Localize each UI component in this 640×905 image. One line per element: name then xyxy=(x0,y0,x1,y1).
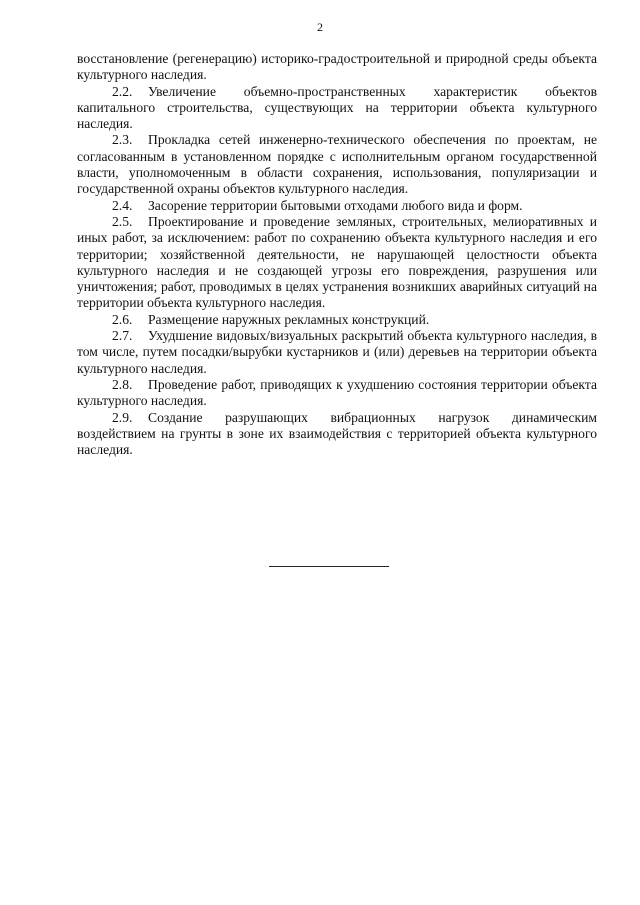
item-number: 2.7. xyxy=(112,328,133,344)
item-number: 2.6. xyxy=(112,311,133,327)
item-text: Проведение работ, приводящих к ухудшению состояния территории объекта культурного наследия. xyxy=(77,376,597,409)
document-body xyxy=(77,51,597,458)
list-item-2-9 xyxy=(77,410,597,459)
item-number: 2.4. xyxy=(112,197,133,213)
item-text: Увеличение объемно-пространственных характеристик объектов капитального строительства, существующих на территории объекта культурного наследия. xyxy=(77,83,597,132)
list-item-2-7 xyxy=(77,328,597,377)
item-number: 2.5. xyxy=(112,213,133,229)
item-number: 2.8. xyxy=(112,376,133,392)
item-number: 2.9. xyxy=(112,409,133,425)
list-item-2-6 xyxy=(77,312,597,328)
page-number: 2 xyxy=(317,20,323,34)
item-text: Размещение наружных рекламных конструкций. xyxy=(148,311,430,327)
item-number: 2.3. xyxy=(112,132,133,148)
item-text: Засорение территории бытовыми отходами любого вида и форм. xyxy=(148,197,523,213)
list-item-2-4 xyxy=(77,198,597,214)
list-item-2-8 xyxy=(77,377,597,410)
list-item-2-2 xyxy=(77,84,597,133)
list-item-2-3 xyxy=(77,132,597,197)
intro-continuation: восстановление (регенерацию) историко-градостроительной и природной среды объекта культурного наследия. xyxy=(77,51,597,83)
item-number: 2.2. xyxy=(112,83,133,99)
item-text: Прокладка сетей инженерно-технического обеспечения по проектам, не согласованным в установленном порядке с исполнительным органом государственной власти, уполномоченным в области сохранения, использования, популяризации и государственной охраны объектов культурного наследия. xyxy=(77,132,597,197)
end-separator-line xyxy=(269,566,389,567)
item-text: Ухудшение видовых/визуальных раскрытий объекта культурного наследия, в том числе, путем посадки/вырубки кустарников и (или) деревьев на территории объекта культурного наследия. xyxy=(77,328,597,376)
item-text: Создание разрушающих вибрационных нагрузок динамическим воздействием на грунты в зоне их взаимодействия с территорией объекта культурного наследия. xyxy=(77,409,597,458)
item-text: Проектирование и проведение земляных, строительных, мелиоративных и иных работ, за исключением: работ по сохранению объекта культурного наследия и его территории; хозяйственной деятельности, не нарушающей целостности объекта культурного наследия и не создающей угрозы его повреждения, разрушения или уничтожения; работ, проводимых в целях устранения возникших аварийных ситуаций на территории объекта культурного наследия. xyxy=(77,213,597,311)
list-item-2-5 xyxy=(77,214,597,312)
